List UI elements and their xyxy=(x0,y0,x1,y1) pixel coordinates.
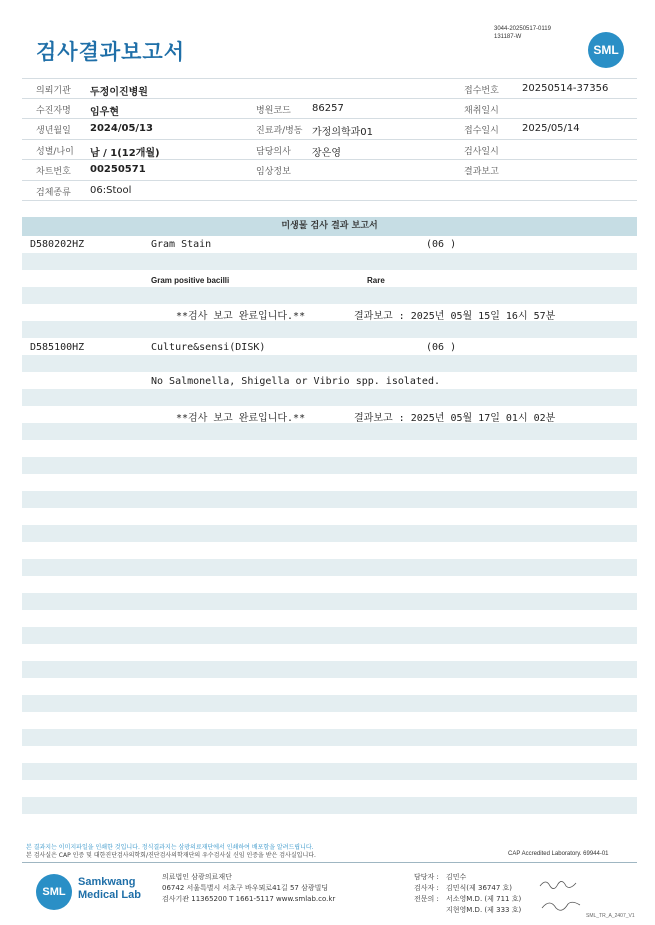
staff-row xyxy=(414,894,521,905)
info-value: 임우현 xyxy=(90,106,119,118)
result-stripe xyxy=(22,627,637,644)
staff-label: 검사자 : xyxy=(414,884,439,892)
result-stripe xyxy=(22,355,637,372)
result-section-header: 미생물 검사 결과 보고서 xyxy=(22,217,637,236)
result-stripe xyxy=(22,270,637,287)
result-stripe xyxy=(22,712,637,729)
patient-info-table xyxy=(22,78,637,201)
print-notice: 본 결과지는 이미지파일을 인쇄한 것입니다. 정식결과지는 삼광의료재단에서 인쇄하여 배포함을 알려드립니다. xyxy=(26,844,314,851)
info-row xyxy=(22,78,637,99)
info-label: 의뢰기관 xyxy=(36,86,71,96)
document-code-line2: 131187-W xyxy=(494,34,522,40)
result-stripe xyxy=(22,389,637,406)
report-complete-text: **검사 보고 완료입니다.** xyxy=(176,413,306,424)
staff-row xyxy=(414,883,521,894)
sml-footer-logo-icon: SML xyxy=(36,874,72,910)
info-value: 20250514-37356 xyxy=(522,83,609,94)
staff-label: 전문의 : xyxy=(414,895,439,903)
result-stripe xyxy=(22,525,637,542)
result-stripes xyxy=(22,236,637,831)
staff-value: 김민식(제 36747 호) xyxy=(446,884,512,892)
result-stripe xyxy=(22,491,637,508)
info-label: 병원코드 xyxy=(256,105,291,116)
test-name: Gram Stain xyxy=(151,239,212,250)
info-value: 06:Stool xyxy=(90,184,132,196)
finding-text: Gram positive bacilli xyxy=(151,276,230,285)
result-stripe xyxy=(22,780,637,797)
info-row xyxy=(22,181,637,202)
report-complete-text: **검사 보고 완료입니다.** xyxy=(176,311,306,322)
finding-value: Rare xyxy=(367,276,385,285)
info-row xyxy=(22,119,637,140)
result-stripe xyxy=(22,763,637,780)
info-label: 결과보고 xyxy=(464,167,499,177)
info-value: 00250571 xyxy=(90,164,146,175)
result-stripe xyxy=(22,576,637,593)
staff-value: 서소영M.D. (제 711 호) xyxy=(446,895,522,903)
staff-value: 지현영M.D. (제 333 호) xyxy=(446,906,522,914)
info-value: 장은영 xyxy=(312,147,341,159)
info-value: 두정이진병원 xyxy=(90,87,148,98)
info-label: 채취일시 xyxy=(464,105,499,116)
test-code: D580202HZ xyxy=(30,239,85,250)
info-row xyxy=(22,160,637,181)
accreditation-notice: 본 검사실은 CAP 인증 및 대한진단검사의학회/진단검사의학재단의 우수검사실 신임 인증을 받은 검사실입니다. xyxy=(26,852,316,859)
result-stripe xyxy=(22,644,637,661)
result-stripe xyxy=(22,661,637,678)
finding-text: No Salmonella, Shigella or Vibrio spp. isolated. xyxy=(151,376,440,387)
result-stripe xyxy=(22,287,637,304)
test-name: Culture&sensi(DISK) xyxy=(151,342,266,353)
info-label: 수진자명 xyxy=(36,105,71,116)
result-stripe xyxy=(22,338,637,355)
form-version: SML_TR_A_2407_V1 xyxy=(586,913,635,919)
address-line: 06742 서울특별시 서초구 바우뫼로41길 57 삼광빌딩 xyxy=(162,884,329,892)
report-datetime: 결과보고 : 2025년 05월 15일 16시 57분 xyxy=(354,311,556,322)
result-stripe xyxy=(22,474,637,491)
result-stripe xyxy=(22,559,637,576)
address-line: 검사기관 11365200 T 1661-5117 www.smlab.co.kr xyxy=(162,895,336,903)
info-label: 성별/나이 xyxy=(36,146,74,157)
result-stripe xyxy=(22,321,637,338)
info-label: 접수일시 xyxy=(464,126,499,136)
test-code: D585100HZ xyxy=(30,342,85,353)
result-stripe xyxy=(22,746,637,763)
result-stripe xyxy=(22,797,637,814)
result-stripe xyxy=(22,814,637,831)
info-value: 86257 xyxy=(312,102,344,114)
report-datetime: 결과보고 : 2025년 05월 17일 01시 02분 xyxy=(354,413,556,424)
info-value: 2024/05/13 xyxy=(90,123,153,134)
document-code xyxy=(494,25,551,41)
info-label: 검사일시 xyxy=(464,146,499,157)
result-stripe xyxy=(22,678,637,695)
result-stripe xyxy=(22,610,637,627)
document-code-line1: 3044-20250517-0119 xyxy=(494,26,551,32)
result-stripe xyxy=(22,423,637,440)
info-value: 2025/05/14 xyxy=(522,123,580,134)
footer-divider xyxy=(22,862,637,863)
info-label: 진료과/병동 xyxy=(256,126,303,136)
result-stripe xyxy=(22,729,637,746)
result-stripe xyxy=(22,236,637,253)
cap-accreditation: CAP Accredited Laboratory. 69944-01 xyxy=(508,851,609,857)
info-label: 생년월일 xyxy=(36,126,71,136)
page-title: 검사결과보고서 xyxy=(36,40,186,64)
result-stripe xyxy=(22,457,637,474)
sml-logo-icon: SML xyxy=(588,32,624,68)
staff-value: 김민수 xyxy=(446,873,467,881)
organization-name-line1: Samkwang xyxy=(78,876,136,888)
info-row xyxy=(22,99,637,120)
signature-icon xyxy=(538,876,588,916)
info-label: 차트번호 xyxy=(36,167,71,177)
result-stripe xyxy=(22,253,637,270)
info-label: 임상정보 xyxy=(256,167,291,177)
specimen-code: (06 ) xyxy=(426,239,457,250)
info-label: 검체종류 xyxy=(36,187,71,198)
result-stripe xyxy=(22,508,637,525)
organization-name-line2: Medical Lab xyxy=(78,889,141,901)
organization-name xyxy=(78,876,141,902)
staff-label: 담당자 : xyxy=(414,873,439,881)
specimen-code: (06 ) xyxy=(426,342,457,353)
info-label: 접수번호 xyxy=(464,86,499,96)
result-stripe xyxy=(22,440,637,457)
info-row xyxy=(22,140,637,161)
result-stripe xyxy=(22,593,637,610)
staff-row xyxy=(414,872,521,883)
result-stripe xyxy=(22,542,637,559)
result-stripe xyxy=(22,695,637,712)
info-value: 가정의학과01 xyxy=(312,127,374,138)
staff-list xyxy=(414,872,521,916)
staff-row xyxy=(414,905,521,916)
info-label: 담당의사 xyxy=(256,146,291,157)
address-line: 의료법인 삼광의료재단 xyxy=(162,873,232,881)
organization-address xyxy=(162,872,335,905)
info-value: 남 / 1(12개월) xyxy=(90,147,160,159)
